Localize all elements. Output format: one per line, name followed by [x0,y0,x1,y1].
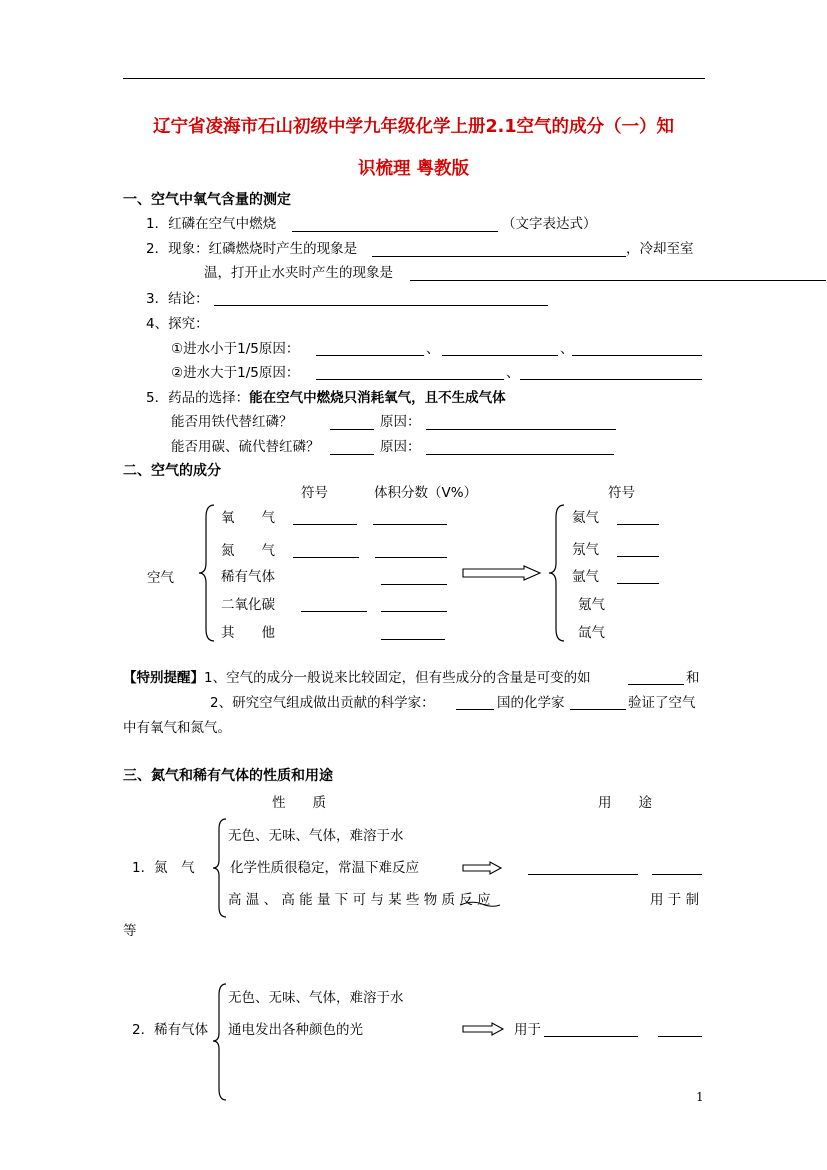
item1-note: （文字表达式） [502,216,597,232]
rare-prop-1: 无色、无味、气体，难溶于水 [228,990,404,1006]
question-carbon-blank [330,454,374,455]
n2-arrow-icon [462,862,502,874]
rare-use-blank-1 [544,1036,638,1037]
comp-nitrogen: 氮 气 [221,543,275,559]
item1-blank [292,231,498,232]
n2-prop-1: 无色、无味、气体，难溶于水 [228,828,404,844]
comp-co2: 二氧化碳 [221,597,275,613]
n2-prop-3: 高 温 、 高 能 量 下 可 与 某 些 物 质 反 应 [228,892,491,908]
comp-rare-gas: 稀有气体 [221,569,275,585]
item3-blank [214,305,548,306]
air-label: 空气 [147,570,174,586]
remind-2-c: 验证了空气 [628,695,696,711]
item4-b-sep: 、 [506,365,520,381]
comp-others-volume-blank [381,639,445,640]
title-line-2: 识梳理 粤教版 [357,159,470,179]
question-iron: 能否用铁代替红磷？ [171,414,293,430]
comp-co2-volume-blank [381,611,447,612]
rare-xenon: 氙气 [578,625,605,641]
question-iron-blank [330,429,374,430]
item4-a-sep-1: 、 [426,341,440,357]
comp-co2-symbol-blank [301,611,367,612]
remind-2-b: 国的化学家 [497,695,565,711]
n2-use-tail: 用 于 制 [650,892,700,908]
section3-heading: 三、氮气和稀有气体的性质和用途 [123,768,333,784]
rare-argon: 氩气 [572,569,599,585]
left-brace [198,503,218,643]
n2-prop-2: 化学性质很稳定，常温下难反应 [230,860,419,876]
remind-2-blank-2 [570,709,626,710]
col-symbol: 符号 [301,485,328,501]
question-carbon: 能否用碳、硫代替红磷？ [171,439,320,455]
item4-b-blank-2 [520,379,702,380]
item2-line2: 温，打开止水夹时产生的现象是 [204,265,393,281]
item2-mid: ，冷却至室 [626,241,694,257]
comp-nitrogen-volume-blank [375,557,447,558]
col-symbol-2: 符号 [608,485,635,501]
n2-use-blank-2 [652,874,702,875]
rare-arrow-icon [462,1023,504,1035]
question-iron-reason-blank [426,429,616,430]
section2-heading: 二、空气的成分 [123,463,221,479]
rare-use-blank-2 [658,1036,702,1037]
item4-label: 4、探究： [146,316,209,332]
remind-1-end: 和 [686,670,700,686]
rare-neon-blank [617,556,659,557]
remind-1: 【特别提醒】1、空气的成分一般说来比较固定，但有些成分的含量是可变的如 [123,670,591,686]
rare-use-label: 用于 [514,1022,541,1038]
comp-rare-gas-volume-blank [381,584,447,585]
item2-blank-1 [372,256,626,257]
remind-2-line2: 中有氧气和氮气。 [123,720,231,736]
item2-blank-2 [410,280,826,281]
title-line-1: 辽宁省凌海市石山初级中学九年级化学上册2.1空气的成分（一）知 [153,117,674,137]
comp-oxygen-symbol-blank [293,524,357,525]
item4-b-label: ②进水大于1/5原因： [171,365,300,381]
question-carbon-reason: 原因： [380,439,421,455]
rare-helium-blank [617,524,659,525]
item4-a-label: ①进水小于1/5原因： [171,341,300,357]
rare-argon-blank [617,583,659,584]
question-iron-reason: 原因： [380,414,421,430]
comp-others: 其 他 [221,625,275,641]
page-number: 1 [696,1090,704,1104]
strike-mark-icon [458,896,502,912]
n2-wrap: 等 [123,923,137,939]
comp-oxygen: 氧 气 [221,510,275,526]
item5-label: 5．药品的选择：能在空气中燃烧只消耗氧气，且不生成气体 [146,390,506,406]
remind-1-blank [628,684,684,685]
col-volume: 体积分数（V%） [374,485,478,501]
rare-neon: 氖气 [572,542,599,558]
rare-krypton: 氪气 [578,597,605,613]
rare-prop-2: 通电发出各种颜色的光 [228,1022,363,1038]
item4-a-blank-3 [572,355,702,356]
n2-use-blank-1 [528,874,638,875]
arrow-icon [462,566,542,580]
remind-2: 2、研究空气组成做出贡献的科学家： [210,695,435,711]
item4-a-sep-2: 、 [560,341,574,357]
item1-label: 1．红磷在空气中燃烧 [146,216,277,232]
item3-label: 3．结论： [146,291,209,307]
n2-label: 1．氮 气 [132,860,195,876]
rare-label: 2．稀有气体 [132,1022,209,1038]
section1-heading: 一、空气中氧气含量的测定 [123,192,291,208]
item4-b-blank-1 [316,379,504,380]
header-rule [123,78,705,79]
item4-a-blank-2 [442,355,558,356]
item2-label: 2．现象：红磷燃烧时产生的现象是 [146,241,358,257]
comp-oxygen-volume-blank [373,524,447,525]
item4-a-blank-1 [316,355,424,356]
col-property: 性 质 [272,795,326,811]
comp-nitrogen-symbol-blank [293,557,359,558]
col-use: 用 途 [598,795,652,811]
remind-2-blank-1 [456,709,494,710]
rare-helium: 氦气 [572,510,599,526]
question-carbon-reason-blank [426,454,614,455]
right-brace [548,503,568,643]
